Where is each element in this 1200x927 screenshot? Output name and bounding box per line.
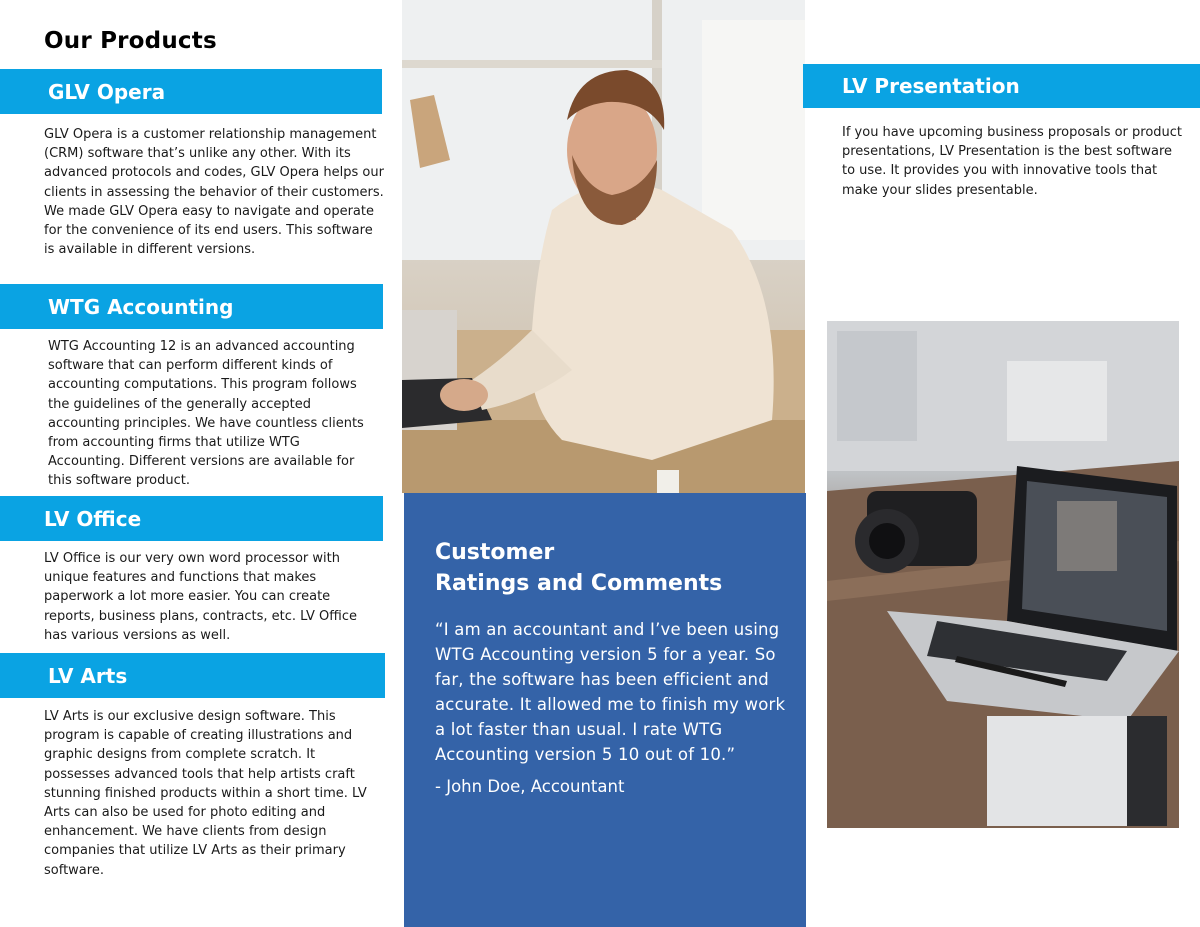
page-title: Our Products [44,28,217,54]
product-header-lv-presentation [803,64,1200,108]
product-description-glv-opera: GLV Opera is a customer relationship management (CRM) software that’s unlike any other. With its advanced protocols and codes, GLV Opera helps our clients in assessing the behavior of their customers. We made GLV Opera easy to navigate and operate for the convenience of its end users. This software is available in different versions. [44,127,384,258]
product-description-wtg-accounting: WTG Accounting 12 is an advanced accounting software that can perform different kinds of accounting computations. This program follows the guidelines of the generally accepted accounting principles. We have countless clients from accounting firms that utilize WTG Accounting. Different versions are available for this software product. [48,339,364,489]
product-name: GLV Opera [48,79,166,104]
laptop-and-camera-photo [827,321,1179,828]
man-at-computer-illustration [402,0,805,493]
product-name: LV Presentation [842,74,1020,98]
product-description-lv-presentation: If you have upcoming business proposals or product presentations, LV Presentation is the best software to use. It provides you with innovative tools that make your slides presentable. [842,125,1183,198]
product-header-lv-office [0,496,383,541]
customer-quote: “I am an accountant and I’ve been using WTG Accounting version 5 for a year. So far, the software has been efficient and accurate. It allowed me to finish my work a lot faster than usual. I rate WTG Accounting version 5 10 out of 10.” [435,620,786,764]
man-at-computer-photo [402,0,805,493]
ratings-title [435,537,795,599]
product-description-lv-office: LV Office is our very own word processor with unique features and functions that makes paperwork a lot more easier. You can create reports, business plans, contracts, etc. LV Office has various versions as well. [44,551,357,643]
laptop-and-camera-illustration [827,321,1179,828]
ratings-title-line2: Ratings and Comments [435,571,723,596]
product-description-lv-arts: LV Arts is our exclusive design software. This program is capable of creating illustrations and graphic designs from complete scratch. It possesses advanced tools that help artists craft stunning finished products within a short time. LV Arts can also be used for photo editing and enhancement. We have clients from design companies that utilize LV Arts as their primary software. [44,709,367,878]
product-header-lv-arts [0,653,385,698]
product-name: LV Arts [48,663,128,688]
ratings-title-line1: Customer [435,540,555,565]
customer-ratings-panel [404,493,806,927]
product-name: LV Office [44,506,142,531]
product-header-glv-opera [0,69,382,114]
quote-author: - John Doe, Accountant [435,777,625,796]
product-name: WTG Accounting [48,294,234,319]
product-header-wtg-accounting [0,284,383,329]
